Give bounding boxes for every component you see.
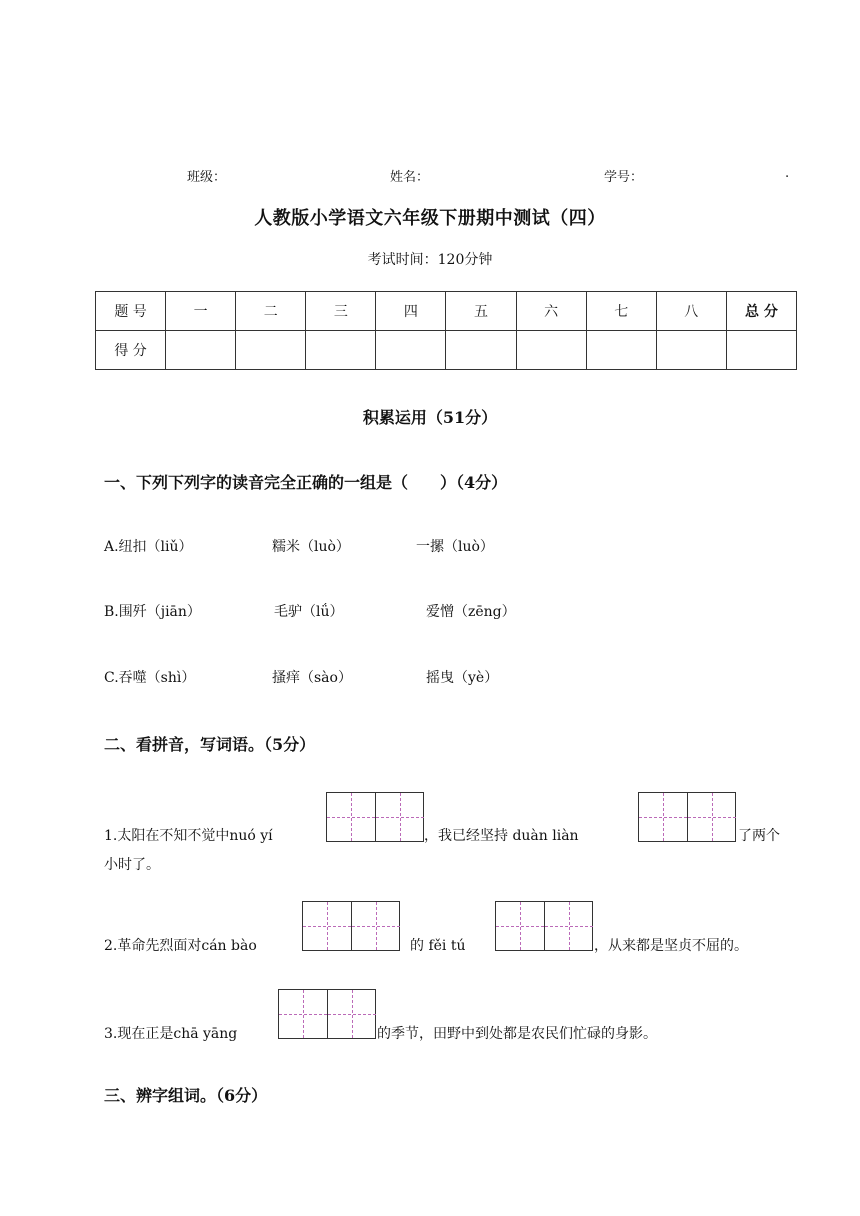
question-1-title: 一、下列下列字的读音完全正确的一组是（ ）（4分） xyxy=(104,473,508,492)
page-title: 人教版小学语文六年级下册期中测试（四） xyxy=(254,208,606,229)
score-table-header-row xyxy=(96,292,797,331)
score-header-total: 总 分 xyxy=(726,292,796,331)
score-header-cell: 五 xyxy=(446,292,516,331)
writing-grid-chayang[interactable] xyxy=(278,989,376,1039)
score-cell xyxy=(516,331,586,370)
writing-grid-duanlian[interactable] xyxy=(638,792,736,842)
score-cell xyxy=(236,331,306,370)
score-header-cell: 三 xyxy=(306,292,376,331)
name-label: 姓名： xyxy=(390,170,430,185)
score-cell xyxy=(446,331,516,370)
pinyin-item-1-text-d: 小时了。 xyxy=(104,857,160,873)
score-header-cell: 题 号 xyxy=(96,292,166,331)
score-header-cell: 六 xyxy=(516,292,586,331)
pinyin-item-3-text-b: 的季节，田野中到处都是农民们忙碌的身影。 xyxy=(377,1026,657,1042)
score-cell xyxy=(306,331,376,370)
score-header-cell: 一 xyxy=(166,292,236,331)
pinyin-item-2-text-b: 的 fěi tú xyxy=(410,938,466,954)
pinyin-item-2-text-c: ，从来都是坚贞不屈的。 xyxy=(594,938,748,954)
score-table-score-row xyxy=(96,331,797,370)
score-header-cell: 二 xyxy=(236,292,306,331)
option-c-3: 摇曳（yè） xyxy=(426,670,499,686)
score-cell-total xyxy=(726,331,796,370)
question-3-title: 三、辨字组词。（6分） xyxy=(104,1086,268,1105)
class-label: 班级： xyxy=(187,170,227,185)
option-c-1: C.吞噬（shì） xyxy=(104,670,196,686)
pinyin-item-1-text-c: 了两个 xyxy=(738,828,780,844)
option-b-2: 毛驴（lǘ） xyxy=(274,604,344,620)
score-header-cell: 四 xyxy=(376,292,446,331)
score-cell xyxy=(166,331,236,370)
option-b-3: 爱憎（zēng） xyxy=(426,604,516,620)
option-c-2: 搔痒（sào） xyxy=(272,670,352,686)
option-a-3: 一摞（luò） xyxy=(416,539,494,555)
score-row-label: 得 分 xyxy=(96,331,166,370)
student-id-label: 学号： xyxy=(604,170,644,185)
pinyin-item-2-text-a: 2.革命先烈面对cán bào xyxy=(104,938,257,954)
writing-grid-canbao[interactable] xyxy=(302,901,400,951)
header-trailing-dot: . xyxy=(785,166,790,181)
option-b-1: B.围歼（jiān） xyxy=(104,604,201,620)
exam-time: 考试时间：120分钟 xyxy=(367,252,493,268)
pinyin-item-1-text-a: 1.太阳在不知不觉中nuó yí xyxy=(104,828,273,844)
score-header-cell: 七 xyxy=(586,292,656,331)
score-header-cell: 八 xyxy=(656,292,726,331)
pinyin-item-1-text-b: ，我已经坚持 duàn liàn xyxy=(424,828,579,844)
score-cell xyxy=(656,331,726,370)
question-2-title: 二、看拼音，写词语。（5分） xyxy=(104,735,316,754)
option-a-2: 糯米（luò） xyxy=(272,539,350,555)
option-a-1: A.纽扣（liǔ） xyxy=(104,539,193,555)
score-table xyxy=(95,291,797,370)
writing-grid-nuoyi[interactable] xyxy=(326,792,424,842)
section-title: 积累运用（51分） xyxy=(362,408,498,427)
score-cell xyxy=(586,331,656,370)
pinyin-item-3-text-a: 3.现在正是chā yāng xyxy=(104,1026,238,1042)
writing-grid-feitu[interactable] xyxy=(495,901,593,951)
score-cell xyxy=(376,331,446,370)
